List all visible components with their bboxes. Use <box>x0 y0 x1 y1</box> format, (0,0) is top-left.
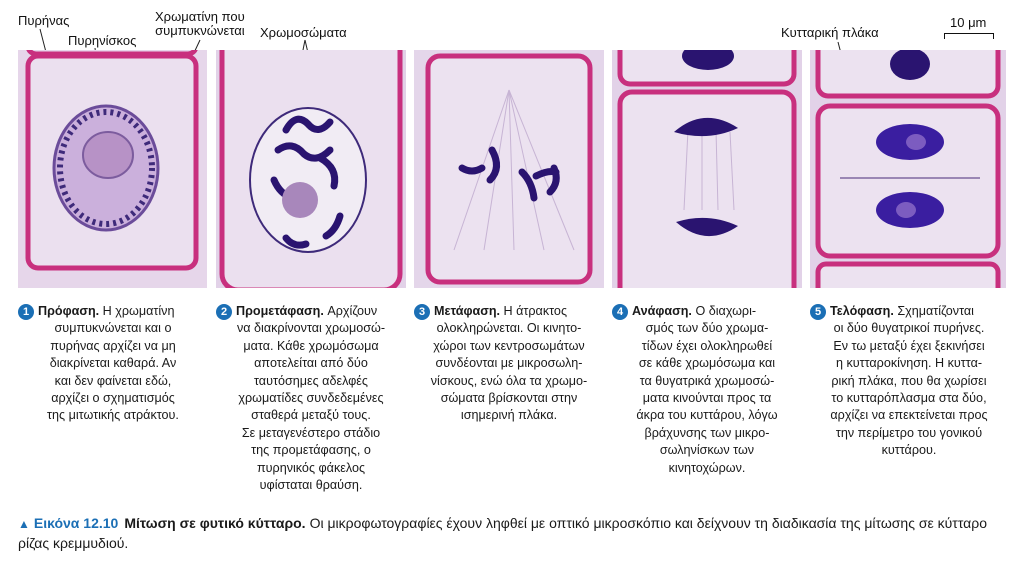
scale-bar <box>944 33 994 39</box>
caption-line: τίδων έχει ολοκληρωθεί <box>641 338 773 353</box>
caption-line: Σχηματίζονται <box>897 304 974 318</box>
caption-line: συνδέονται με μικροσωλη- <box>435 356 583 371</box>
phase-name: Τελόφαση. <box>830 304 894 318</box>
phase-name: Ανάφαση. <box>632 304 692 318</box>
caption-line: το κυτταρόπλασμα στα δύο, <box>831 391 987 406</box>
label-nucleolus: Πυρηνίσκος <box>68 33 137 48</box>
caption-prophase <box>18 303 208 425</box>
caption-line: την περίμετρο του γονικού <box>835 425 983 440</box>
micrograph-prophase <box>18 50 207 288</box>
caption-line: αρχίζει να επεκτείνεται προς <box>830 408 988 423</box>
micrograph-metaphase <box>414 50 604 288</box>
caption-line: η κυτταροκίνηση. Η κυττα- <box>835 356 983 371</box>
caption-line: της μιτωτικής ατράκτου. <box>47 408 179 423</box>
caption-line: της προμετάφασης, ο <box>251 443 371 458</box>
figure-title: Μίτωση σε φυτικό κύτταρο. <box>124 515 306 531</box>
caption-line: βράχυνσης των μικρο- <box>644 425 770 440</box>
caption-line: διακρίνεται καθαρά. Αν <box>49 356 177 371</box>
caption-line: ρική πλάκα, που θα χωρίσει <box>831 373 987 388</box>
label-nucleus: Πυρήνας <box>18 13 70 28</box>
label-chromosomes: Χρωμοσώματα <box>260 25 347 40</box>
caption-line: νίσκους, ενώ όλα τα χρωμο- <box>430 373 588 388</box>
caption-line: ματα. Κάθε χρωμόσωμα <box>243 338 379 353</box>
caption-line: σμός των δύο χρωμα- <box>645 321 769 336</box>
caption-line: Η χρωματίνη <box>102 304 175 318</box>
caption-line: σε κάθε χρωμόσωμα και <box>638 356 776 371</box>
caption-line: Ο διαχωρι- <box>695 304 757 318</box>
step-number: 5 <box>810 304 826 320</box>
step-number: 4 <box>612 304 628 320</box>
micrograph-anaphase <box>612 50 802 288</box>
label-chromatin <box>155 10 245 38</box>
caption-line: Η άτρακτος <box>503 304 568 318</box>
caption-line: και δεν φαίνεται εδώ, <box>54 373 172 388</box>
caption-line: χρωματίδες συνδεδεμένες <box>238 391 384 406</box>
label-scale: 10 μm <box>950 15 987 30</box>
caption-line: κυττάρου. <box>881 443 937 458</box>
caption-line: χώροι των κεντροσωμάτων <box>433 338 585 353</box>
caption-line: συμπυκνώνεται και ο <box>54 321 172 336</box>
caption-line: οι δύο θυγατρικοί πυρήνες. <box>833 321 985 336</box>
caption-line: Αρχίζουν <box>327 304 378 318</box>
phase-name: Προμετάφαση. <box>236 304 324 318</box>
caption-line: να διακρίνονται χρωμοσώ- <box>236 321 386 336</box>
caption-line: σώματα βρίσκονται στην <box>440 391 578 406</box>
step-number: 2 <box>216 304 232 320</box>
phase-name: Μετάφαση. <box>434 304 501 318</box>
caption-prometaphase <box>216 303 406 494</box>
caption-line: άκρα του κυττάρου, λόγω <box>636 408 778 423</box>
caption-line: ισημερινή πλάκα. <box>460 408 558 423</box>
triangle-icon: ▲ <box>18 517 30 531</box>
figure-caption <box>18 514 1008 553</box>
caption-line: σταθερά μεταξύ τους. <box>251 408 371 423</box>
caption-line: Σε μεταγενέστερο στάδιο <box>241 425 381 440</box>
label-cell-plate: Κυτταρική πλάκα <box>781 25 879 40</box>
micrograph-prometaphase <box>216 50 406 288</box>
caption-line: Εν τω μεταξύ έχει ξεκινήσει <box>833 338 985 353</box>
caption-line: ματα κινούνται προς τα <box>642 391 772 406</box>
caption-line: υφίσταται θραύση. <box>259 478 363 493</box>
caption-line: αρχίζει ο σχηματισμός <box>51 391 175 406</box>
micrograph-telophase <box>810 50 1006 288</box>
caption-line: τα θυγατρικά χρωμοσώ- <box>639 373 775 388</box>
figure-number: Εικόνα 12.10 <box>33 515 119 531</box>
caption-line: ολοκληρώνεται. Οι κινητο- <box>436 321 582 336</box>
step-number: 3 <box>414 304 430 320</box>
caption-line: σωληνίσκων των <box>659 443 755 458</box>
caption-anaphase <box>612 303 802 477</box>
caption-line: κινητοχώρων. <box>668 460 746 475</box>
step-number: 1 <box>18 304 34 320</box>
caption-line: ταυτόσημες αδελφές <box>254 373 368 388</box>
caption-line: πυρήνας αρχίζει να μη <box>50 338 176 353</box>
label-chromatin-line1: Χρωματίνη που <box>155 9 245 24</box>
label-chromatin-line2: συμπυκνώνεται <box>155 23 245 38</box>
figure-text: Οι μικροφωτογραφίες έχουν ληφθεί με οπτικό μικροσκόπιο και δείχνουν τη διαδικασία της μίτωσης σε κύτταρο ρίζας κρεμμυδιού. <box>18 515 987 551</box>
caption-metaphase <box>414 303 604 425</box>
caption-line: πυρηνικός φάκελος <box>256 460 366 475</box>
caption-line: αποτελείται από δύο <box>254 356 368 371</box>
phase-name: Πρόφαση. <box>38 304 100 318</box>
caption-telophase <box>810 303 1008 460</box>
